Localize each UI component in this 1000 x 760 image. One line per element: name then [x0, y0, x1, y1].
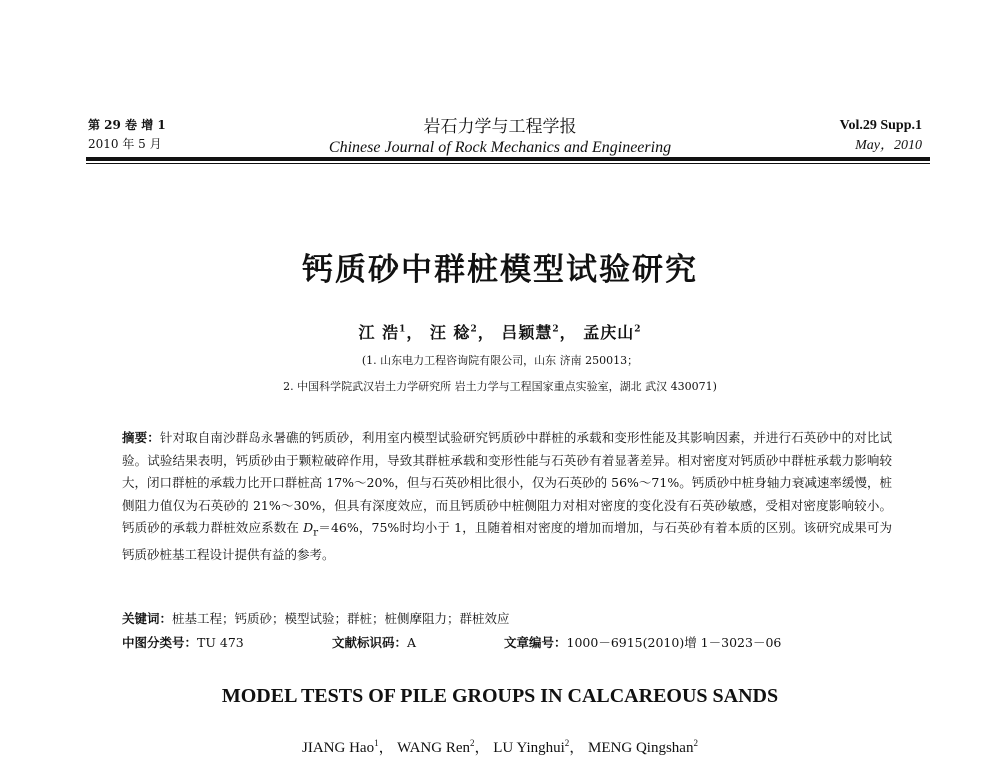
document-code-value: A — [407, 635, 417, 650]
abstract-text-continued: ＝46%，75%时均小于 1，且随着相对密度的增加而增加，与石英砂有着本质的区别。该研究成果可为钙质砂桩基工程设计提供有益的参考。 — [122, 520, 892, 563]
article-number-label: 文章编号： — [504, 635, 567, 650]
author-name-en: MENG Qingshan — [588, 740, 694, 756]
abstract-text: 针对取自南沙群岛永暑礁的钙质砂，利用室内模型试验研究钙质砂中群桩的承载和变形性能及其影响因素，并进行石英砂中的对比试验。试验结果表明，钙质砂由于颗粒破碎作用，导致其群桩承载和变形性能与石英砂有着显著差异。相对密度对钙质砂中群桩承载力影响较大，闭口群桩的承载力比开口群桩高 17%～20%，但与石英砂相比很小，仅为石英砂的 56%～71%。钙质砂中桩身轴力衰减速率缓慢，桩侧阻力值仅为石英砂的 21%～30%，但具有深度效应，而且钙质砂中桩侧阻力对相对密度的变化没有石英砂敏感，受相对密度影响较小。钙质砂的承载力群桩效应系数在 — [122, 430, 892, 536]
author-affiliation-mark: 1 — [399, 324, 407, 335]
volume-issue-cn: 第 29 卷 增 1 — [88, 118, 166, 132]
abstract-variable: D — [303, 520, 314, 536]
paper-title-cn: 钙质砂中群桩模型试验研究 — [302, 252, 698, 288]
paper-title-en: MODEL TESTS OF PILE GROUPS IN CALCAREOUS SANDS — [221, 685, 779, 707]
abstract-variable-subscript: r — [313, 526, 319, 539]
journal-title-en: Chinese Journal of Rock Mechanics and Engineering — [328, 139, 672, 156]
header-rule-thick — [86, 157, 930, 161]
author-name-en: WANG Ren — [397, 740, 470, 756]
author-affiliation-mark-en: 2 — [693, 738, 698, 748]
document-code — [332, 633, 416, 651]
author-affiliation-mark-en: 2 — [469, 738, 475, 748]
author-name-en: LU Yinghui — [493, 740, 565, 756]
author-affiliation-mark-en: 2 — [564, 738, 570, 748]
article-number-value: 1000－6915(2010)增 1－3023－06 — [566, 635, 782, 650]
author-name: 孟庆山 — [583, 323, 635, 342]
author-name: 汪 稔 — [429, 323, 471, 342]
keywords-line — [122, 609, 892, 627]
affiliation-2: 2. 中国科学院武汉岩土力学研究所 岩土力学与工程国家重点实验室，湖北 武汉 430071) — [283, 380, 717, 393]
author-affiliation-mark: 2 — [552, 324, 560, 335]
author-name: 江 浩 — [358, 323, 400, 342]
author-affiliation-mark: 2 — [634, 324, 642, 335]
volume-issue-en: Vol.29 Supp.1 — [839, 118, 922, 133]
clc-label: 中图分类号： — [122, 635, 198, 650]
article-number — [504, 633, 781, 651]
author-list-cn: 江 浩$^1$， 汪 稔$^2$， 吕颖慧$^2$， 孟庆山$^2$ — [358, 323, 642, 342]
author-affiliation-mark-en: 1 — [374, 738, 379, 748]
affiliation-1: (1. 山东电力工程咨询院有限公司，山东 济南 250013； — [361, 354, 639, 367]
author-list-en: JIANG Hao$^1$， WANG Ren$^2$， LU Yinghui$^2$， MENG Qingshan$^2$ — [302, 738, 698, 756]
author-name: 吕颖慧 — [501, 323, 553, 342]
journal-title-cn: 岩石力学与工程学报 — [423, 117, 577, 137]
abstract-cn — [122, 427, 892, 567]
clc-value: TU 473 — [197, 635, 244, 650]
keywords-text: 桩基工程；钙质砂；模型试验；群桩；桩侧摩阻力；群桩效应 — [172, 611, 510, 626]
header-volume-en-block — [840, 116, 922, 156]
date-cn: 2010 年 5 月 — [88, 137, 162, 151]
author-affiliation-mark: 2 — [470, 324, 478, 335]
keywords-label: 关键词： — [122, 611, 173, 626]
clc-code — [122, 633, 244, 651]
abstract-label: 摘要： — [122, 430, 160, 445]
date-en: May，2010 — [855, 138, 922, 153]
header-rule-thin — [86, 163, 930, 164]
document-code-label: 文献标识码： — [332, 635, 408, 650]
author-name-en: JIANG Hao — [302, 740, 375, 756]
